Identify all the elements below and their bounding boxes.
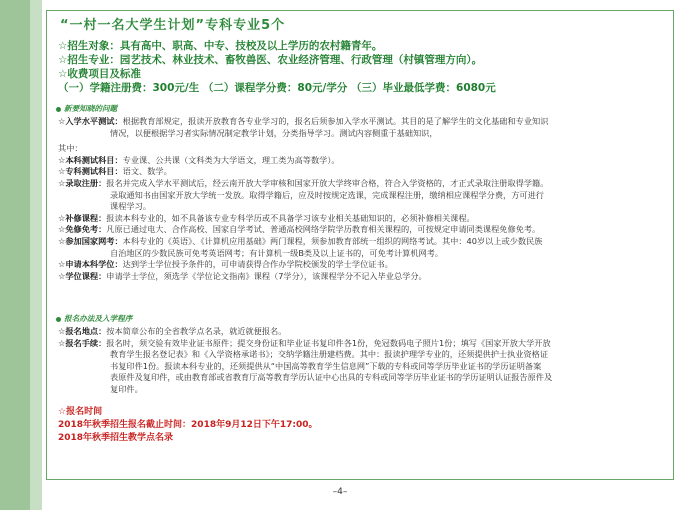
enroll-target-line: ☆招生对象：具有高中、职高、中专、技校及以上学历的农村籍青年。 (58, 40, 383, 52)
section-apply-heading: 报名办法及入学程序 (56, 313, 132, 324)
apply-proc-row-4: 表原件及复印件，或由教育部或省教育厅高等教育学历认证中心出具的专科或同等学历毕业证书的学历证明认证报告原件及 (110, 372, 553, 383)
admit-row-3: 课程学习。 (110, 201, 151, 212)
bullet-dot-icon (56, 317, 61, 322)
majors-line: ☆招生专业：园艺技术、林业技术、畜牧兽医、农业经济管理、行政管理（村镇管理方向）。 (58, 54, 483, 66)
page-number: –4– (332, 487, 348, 497)
admit-row-2: 录取通知书由国家开放大学统一发放。取得学籍后，应及时按规定选课，完成课程注册，缴纳相应课程学分费，方可进行 (110, 189, 544, 200)
entry-test-row: ☆入学水平测试：根据教育部规定，报读开放教育各专业学习的，报名后须参加入学水平测试。其目的是了解学生的文化基础和专业知识 (58, 116, 549, 126)
left-decorative-bar (0, 0, 42, 510)
zhuan-test-row: ☆专科测试科目：语文、数学。 (58, 166, 172, 177)
fees-line: （一）学籍注册费：300元/生 （二）课程学分费：80元/学分 （三）毕业最低学费：6080元 (58, 82, 496, 94)
apply-proc-row-5: 复印件。 (110, 383, 143, 394)
degree-course-row: ☆学位课程：申请学士学位，须选学《学位论文指南》课程（7学分），该课程学分不记入毕业总学分。 (58, 270, 427, 281)
page-title: “一村一名大学生计划”专科专业5个 (60, 18, 286, 33)
degree-row: ☆申请本科学位：达到学士学位授予条件的，可申请获得合作办学院校颁发的学士学位证书。 (58, 259, 393, 270)
net-exam-row: ☆参加国家网考：本科专业的《英语》、《计算机应用基础》两门课程，须参加教育部统一组织的网络考试。其中：40岁以上或少数民族 (58, 235, 543, 246)
bullet-dot-icon (56, 107, 61, 112)
teaching-points-line: 2018年秋季招生教学点名录 (58, 433, 174, 443)
apply-time-heading: ☆报名时间 (58, 407, 103, 417)
entry-test-row-2: 情况，以便根据学习者实际情况制定教学计划，分类指导学习。测试内容侧重于基础知识， (110, 127, 438, 138)
admit-row: ☆录取注册：报名并完成入学水平测试后，经云南开放大学审核和国家开放大学终审合格，符合入学资格的，才正式录取注册取得学籍。 (58, 177, 549, 188)
apply-proc-row: ☆报名手续：报名时，须交验有效毕业证书原件；提交身份证和毕业证书复印件各1份，免冠数码电子照片1份；填写《国家开放大学开放 (58, 337, 551, 348)
section-notes-body (58, 116, 548, 282)
middle-row: 其中： (58, 143, 83, 154)
exempt-row: ☆免修免考：凡原已通过电大、合作高校、国家自学考试、普通高校网络学院学历教育相关课程的，可按规定申请同类课程免修免考。 (58, 224, 541, 235)
apply-proc-row-2: 教育学生报名登记表》和《入学资格承诺书》；交纳学籍注册建档费。其中：报读护理学专业的，还须提供护士执业资格证 (110, 349, 549, 360)
left-bar-stripe (30, 0, 42, 510)
ben-test-row: ☆本科测试科目：专业课、公共课（文科类为大学语文，理工类为高等数学）。 (58, 154, 340, 165)
apply-place-row: ☆报名地点：按本简章公布的全省教学点名录，就近就便报名。 (58, 326, 287, 336)
apply-proc-row-3: 书复印件1份。报读本科专业的，还须提供从“中国高等教育学生信息网”下载的专科或同等学历毕业证书的学历证明备案 (110, 360, 542, 371)
section-apply-body (58, 326, 552, 396)
fix-course-row: ☆补修课程：报读本科专业的，如不具备该专业专科学历或不具备学习该专业相关基础知识的，必须补修相关课程。 (58, 212, 475, 223)
section-notes-heading: 新要知晓的问题 (56, 103, 117, 114)
fees-heading: ☆收费项目及标准 (58, 68, 141, 80)
deadline-line: 2018年秋季招生报名截止时间：2018年9月12日下午17:00。 (58, 420, 318, 430)
net-exam-row-2: 自治地区的少数民族可免考英语网考；有计算机一级B类及以上证书的，可免考计算机网考。 (110, 247, 444, 258)
